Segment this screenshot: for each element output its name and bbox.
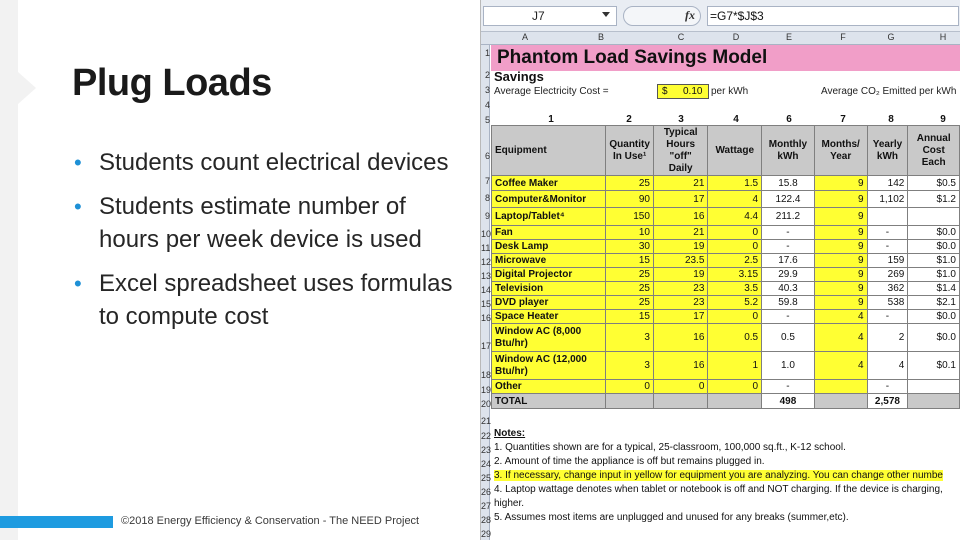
annual-cost-cell[interactable] — [908, 380, 960, 394]
quantity-cell[interactable]: 150 — [606, 208, 654, 226]
equipment-cell[interactable]: Television — [492, 282, 606, 296]
row-header[interactable]: 25 — [481, 473, 492, 483]
equipment-cell[interactable]: Microwave — [492, 254, 606, 268]
quantity-cell[interactable]: 15 — [606, 254, 654, 268]
yearly-kwh-cell[interactable]: 269 — [867, 268, 908, 282]
formula-input[interactable]: =G7*$J$3 — [707, 6, 959, 26]
yearly-kwh-cell[interactable] — [867, 208, 908, 226]
equipment-cell[interactable]: Window AC (8,000 Btu/hr) — [492, 324, 606, 352]
wattage-cell[interactable]: 0 — [708, 380, 762, 394]
equipment-cell[interactable]: Space Heater — [492, 310, 606, 324]
bullet-item — [72, 146, 462, 179]
row-header[interactable]: 15 — [481, 299, 492, 309]
wattage-cell[interactable]: 3.5 — [708, 282, 762, 296]
column-header[interactable]: C — [677, 32, 685, 42]
notes-heading: Notes: — [494, 428, 526, 439]
total-empty-cell — [653, 394, 707, 409]
bullet-text: Students estimate number of hours per week device is used — [99, 193, 422, 253]
column-header[interactable]: F — [840, 32, 846, 42]
quantity-cell[interactable]: 15 — [606, 310, 654, 324]
wattage-cell[interactable]: 2.5 — [708, 254, 762, 268]
table-row — [492, 282, 960, 296]
annual-cost-cell[interactable]: $0.1 — [908, 352, 960, 380]
bullet-item — [72, 190, 462, 256]
bullet-text: Students count electrical devices — [99, 149, 449, 176]
annual-cost-cell[interactable]: $1.4 — [908, 282, 960, 296]
months-cell[interactable] — [814, 380, 867, 394]
row-header[interactable]: 6 — [484, 151, 490, 161]
row-header[interactable]: 21 — [481, 416, 492, 426]
row-header[interactable]: 1 — [484, 48, 490, 58]
monthly-kwh-cell[interactable]: 211.2 — [762, 208, 815, 226]
row-header[interactable]: 3 — [484, 85, 490, 95]
quantity-cell[interactable]: 90 — [606, 191, 654, 208]
hours-cell[interactable]: 21 — [653, 226, 707, 240]
monthly-kwh-cell[interactable]: - — [762, 380, 815, 394]
wattage-cell[interactable]: 0 — [708, 310, 762, 324]
annual-cost-cell[interactable]: $1.2 — [908, 191, 960, 208]
row-header[interactable]: 10 — [481, 229, 492, 239]
monthly-kwh-cell[interactable]: 0.5 — [762, 324, 815, 352]
co2-emitted-label: Average CO₂ Emitted per kWh — [821, 86, 957, 97]
header-cell: Monthly kWh — [762, 126, 815, 176]
monthly-kwh-cell[interactable]: - — [762, 240, 815, 254]
hours-cell[interactable]: 16 — [653, 352, 707, 380]
column-number: 7 — [840, 114, 846, 125]
header-cell: Wattage — [708, 126, 762, 176]
header-cell: Annual Cost Each — [908, 126, 960, 176]
column-header[interactable]: G — [887, 32, 895, 42]
monthly-kwh-cell[interactable]: 122.4 — [762, 191, 815, 208]
table-row — [492, 208, 960, 226]
row-header[interactable]: 20 — [481, 399, 492, 409]
equipment-cell[interactable]: DVD player — [492, 296, 606, 310]
total-empty-cell — [814, 394, 867, 409]
months-cell[interactable]: 9 — [814, 208, 867, 226]
row-header[interactable]: 27 — [481, 501, 492, 511]
wattage-cell[interactable]: 4.4 — [708, 208, 762, 226]
column-number: 6 — [786, 114, 792, 125]
total-yearly-kwh[interactable]: 2,578 — [867, 394, 908, 409]
table-row — [492, 380, 960, 394]
quantity-cell[interactable]: 25 — [606, 268, 654, 282]
equipment-cell[interactable]: Computer&Monitor — [492, 191, 606, 208]
bullet-item — [72, 267, 462, 333]
electricity-cost-unit: per kWh — [711, 86, 749, 97]
column-header[interactable]: D — [732, 32, 740, 42]
row-headers — [481, 45, 490, 540]
column-number: 4 — [733, 114, 739, 125]
monthly-kwh-cell[interactable]: 59.8 — [762, 296, 815, 310]
hours-cell[interactable]: 23 — [653, 296, 707, 310]
total-empty-cell — [708, 394, 762, 409]
total-label: TOTAL — [492, 394, 606, 409]
quantity-cell[interactable]: 30 — [606, 240, 654, 254]
footer-accent-bar — [0, 516, 113, 528]
monthly-kwh-cell[interactable]: 40.3 — [762, 282, 815, 296]
wattage-cell[interactable]: 0 — [708, 226, 762, 240]
table-row — [492, 324, 960, 352]
monthly-kwh-cell[interactable]: 29.9 — [762, 268, 815, 282]
wattage-cell[interactable]: 5.2 — [708, 296, 762, 310]
wattage-cell[interactable]: 4 — [708, 191, 762, 208]
hours-cell[interactable]: 16 — [653, 324, 707, 352]
hours-cell[interactable]: 0 — [653, 380, 707, 394]
row-header[interactable]: 23 — [481, 445, 492, 455]
table-row — [492, 254, 960, 268]
yearly-kwh-cell[interactable]: 538 — [867, 296, 908, 310]
wattage-cell[interactable]: 0.5 — [708, 324, 762, 352]
phantom-load-table — [491, 125, 960, 409]
savings-label: Savings — [494, 69, 544, 84]
months-cell[interactable]: 4 — [814, 352, 867, 380]
months-cell[interactable]: 9 — [814, 254, 867, 268]
quantity-cell[interactable]: 0 — [606, 380, 654, 394]
wattage-cell[interactable]: 1 — [708, 352, 762, 380]
hours-cell[interactable]: 21 — [653, 176, 707, 191]
bullet-text: Excel spreadsheet uses formulas to compute cost — [99, 270, 453, 330]
row-header[interactable]: 5 — [484, 115, 490, 125]
hours-cell[interactable]: 19 — [653, 240, 707, 254]
row-header[interactable]: 26 — [481, 487, 492, 497]
annual-cost-cell[interactable]: $0.0 — [908, 226, 960, 240]
header-cell: Quantity In Use¹ — [606, 126, 654, 176]
table-row — [492, 296, 960, 310]
annual-cost-cell[interactable]: $0.0 — [908, 240, 960, 254]
equipment-cell[interactable]: Window AC (12,000 Btu/hr) — [492, 352, 606, 380]
footer-copyright: ©2018 Energy Efficiency & Conservation - The NEED Project — [121, 515, 420, 527]
equipment-cell[interactable]: Other — [492, 380, 606, 394]
annual-cost-cell[interactable]: $0.5 — [908, 176, 960, 191]
column-header[interactable]: H — [939, 32, 947, 42]
row-header[interactable]: 14 — [481, 285, 492, 295]
table-row — [492, 352, 960, 380]
row-header[interactable]: 13 — [481, 271, 492, 281]
quantity-cell[interactable]: 25 — [606, 176, 654, 191]
row-header[interactable]: 8 — [484, 193, 490, 203]
row-header[interactable]: 7 — [484, 176, 490, 186]
header-row — [492, 126, 960, 176]
equipment-cell[interactable]: Fan — [492, 226, 606, 240]
bullet-dot-icon: • — [74, 271, 82, 296]
monthly-kwh-cell[interactable]: - — [762, 226, 815, 240]
note-line: higher. — [494, 498, 525, 509]
row-header[interactable]: 4 — [484, 100, 490, 110]
slide-title: Plug Loads — [72, 62, 272, 104]
yearly-kwh-cell[interactable]: 142 — [867, 176, 908, 191]
equipment-cell[interactable]: Coffee Maker — [492, 176, 606, 191]
row-header[interactable]: 29 — [481, 529, 492, 539]
total-monthly-kwh[interactable]: 498 — [762, 394, 815, 409]
quantity-cell[interactable]: 10 — [606, 226, 654, 240]
yearly-kwh-cell[interactable]: - — [867, 226, 908, 240]
electricity-cost-label: Average Electricity Cost = — [494, 86, 609, 97]
monthly-kwh-cell[interactable]: 17.6 — [762, 254, 815, 268]
row-header[interactable]: 22 — [481, 431, 492, 441]
row-header[interactable]: 12 — [481, 257, 492, 267]
hours-cell[interactable]: 17 — [653, 310, 707, 324]
months-cell[interactable]: 9 — [814, 240, 867, 254]
column-number: 8 — [888, 114, 894, 125]
column-header[interactable]: E — [785, 32, 792, 42]
spreadsheet-screenshot — [480, 0, 960, 540]
wattage-cell[interactable]: 1.5 — [708, 176, 762, 191]
column-number: 2 — [626, 114, 632, 125]
note-line: 2. Amount of time the appliance is off but remains plugged in. — [494, 456, 765, 467]
row-header[interactable]: 17 — [481, 341, 492, 351]
quantity-cell[interactable]: 3 — [606, 352, 654, 380]
row-header[interactable]: 18 — [481, 370, 492, 380]
annual-cost-cell[interactable] — [908, 208, 960, 226]
monthly-kwh-cell[interactable]: 1.0 — [762, 352, 815, 380]
note-line-highlighted: 3. If necessary, change input in yellow for equipment you are analyzing. You can change other numbe — [494, 470, 943, 481]
yearly-kwh-cell[interactable]: 2 — [867, 324, 908, 352]
note-line: 4. Laptop wattage denotes when tablet or notebook is off and NOT charging. If the device is charging, — [494, 484, 943, 495]
yearly-kwh-cell[interactable]: - — [867, 310, 908, 324]
quantity-cell[interactable]: 25 — [606, 282, 654, 296]
column-header[interactable]: B — [597, 32, 604, 42]
total-row — [492, 394, 960, 409]
table-row — [492, 240, 960, 254]
annual-cost-cell[interactable]: $0.0 — [908, 310, 960, 324]
row-header[interactable]: 2 — [484, 70, 490, 80]
bullet-dot-icon: • — [74, 150, 82, 175]
row-header[interactable]: 11 — [481, 243, 491, 253]
total-empty-cell — [606, 394, 654, 409]
hours-cell[interactable]: 17 — [653, 191, 707, 208]
yearly-kwh-cell[interactable]: 159 — [867, 254, 908, 268]
equipment-cell[interactable]: Digital Projector — [492, 268, 606, 282]
row-header[interactable]: 28 — [481, 515, 492, 525]
yearly-kwh-cell[interactable]: 4 — [867, 352, 908, 380]
column-header[interactable]: A — [521, 32, 528, 42]
annual-cost-cell[interactable]: $1.0 — [908, 254, 960, 268]
currency-symbol: $ — [662, 86, 668, 97]
months-cell[interactable]: 4 — [814, 324, 867, 352]
column-headers — [481, 32, 960, 45]
note-line: 5. Assumes most items are unplugged and unused for any breaks (summer,etc). — [494, 512, 849, 523]
chevron-down-icon[interactable] — [602, 12, 610, 17]
annual-cost-cell[interactable]: $0.0 — [908, 324, 960, 352]
annual-cost-cell[interactable]: $1.0 — [908, 268, 960, 282]
table-row — [492, 226, 960, 240]
formula-bar — [481, 0, 960, 32]
yearly-kwh-cell[interactable]: 362 — [867, 282, 908, 296]
name-box[interactable] — [483, 6, 617, 26]
equipment-cell[interactable]: Desk Lamp — [492, 240, 606, 254]
total-empty-cell — [908, 394, 960, 409]
quantity-cell[interactable]: 25 — [606, 296, 654, 310]
months-cell[interactable]: 4 — [814, 310, 867, 324]
monthly-kwh-cell[interactable]: - — [762, 310, 815, 324]
months-cell[interactable]: 9 — [814, 282, 867, 296]
model-title: Phantom Load Savings Model — [497, 47, 768, 68]
table-row — [492, 268, 960, 282]
yearly-kwh-cell[interactable]: 1,102 — [867, 191, 908, 208]
bullet-dot-icon: • — [74, 194, 82, 219]
wattage-cell[interactable]: 0 — [708, 240, 762, 254]
row-header[interactable]: 19 — [481, 385, 492, 395]
wattage-cell[interactable]: 3.15 — [708, 268, 762, 282]
hours-cell[interactable]: 19 — [653, 268, 707, 282]
months-cell[interactable]: 9 — [814, 176, 867, 191]
column-number: 9 — [940, 114, 946, 125]
monthly-kwh-cell[interactable]: 15.8 — [762, 176, 815, 191]
table-row — [492, 310, 960, 324]
annual-cost-cell[interactable]: $2.1 — [908, 296, 960, 310]
header-cell: Typical Hours "off" Daily — [653, 126, 707, 176]
hours-cell[interactable]: 23.5 — [653, 254, 707, 268]
bullet-list — [72, 146, 462, 344]
table-row — [492, 176, 960, 191]
function-icon[interactable]: fx — [685, 8, 695, 22]
slide-side-strip — [0, 0, 18, 540]
months-cell[interactable]: 9 — [814, 268, 867, 282]
name-box-value: J7 — [532, 9, 545, 23]
table-row — [492, 191, 960, 208]
row-header[interactable]: 9 — [484, 211, 490, 221]
hours-cell[interactable]: 16 — [653, 208, 707, 226]
months-cell[interactable]: 9 — [814, 191, 867, 208]
quantity-cell[interactable]: 3 — [606, 324, 654, 352]
header-cell: Yearly kWh — [867, 126, 908, 176]
electricity-cost-value[interactable]: 0.10 — [683, 86, 703, 97]
row-header[interactable]: 16 — [481, 313, 492, 323]
header-cell: Months/ Year — [814, 126, 867, 176]
equipment-cell[interactable]: Laptop/Tablet⁴ — [492, 208, 606, 226]
yearly-kwh-cell[interactable]: - — [867, 240, 908, 254]
row-header[interactable]: 24 — [481, 459, 492, 469]
months-cell[interactable]: 9 — [814, 296, 867, 310]
note-line: 1. Quantities shown are for a typical, 25-classroom, 100,000 sq.ft., K-12 school. — [494, 442, 846, 453]
column-number: 3 — [678, 114, 684, 125]
months-cell[interactable]: 9 — [814, 226, 867, 240]
header-cell: Equipment — [492, 126, 606, 176]
slide-side-notch — [18, 72, 36, 104]
hours-cell[interactable]: 23 — [653, 282, 707, 296]
column-number: 1 — [548, 114, 554, 125]
yearly-kwh-cell[interactable]: - — [867, 380, 908, 394]
